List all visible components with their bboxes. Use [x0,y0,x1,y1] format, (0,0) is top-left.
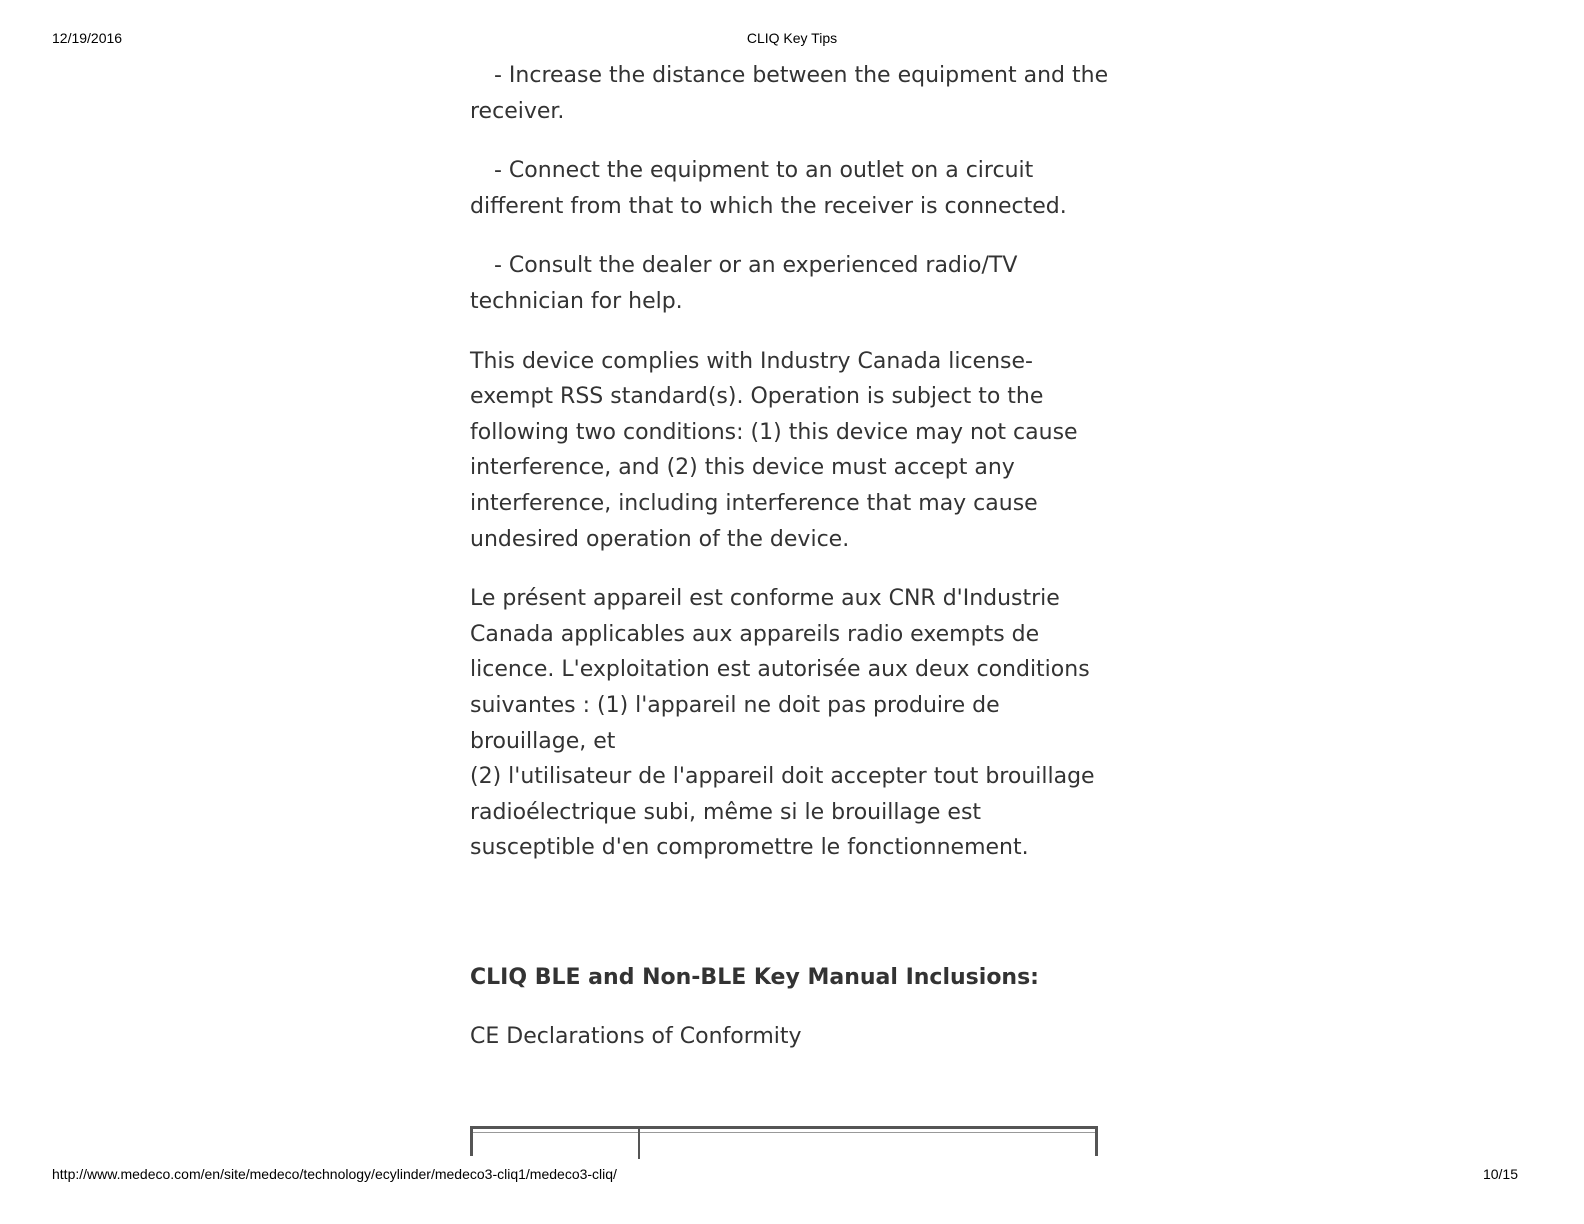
table-inner-line [473,1132,1095,1133]
ce-declarations-label: CE Declarations of Conformity [470,1024,802,1050]
bullet-increase-distance: - Increase the distance between the equipment and the receiver. [470,63,1109,124]
bullet-consult-dealer: - Consult the dealer or an experienced radio/TV technician for help. [470,253,1018,314]
table-top-edge [470,1126,1098,1156]
print-footer [0,1166,1584,1186]
page-url: http://www.medeco.com/en/site/medeco/technology/ecylinder/medeco3-cliq1/medeco3-cliq/ [52,1166,617,1182]
section-heading: CLIQ BLE and Non-BLE Key Manual Inclusions: [470,964,1039,990]
bullet-connect-outlet: - Connect the equipment to an outlet on a circuit different from that to which the receiver is connected. [470,158,1067,219]
section-spacer [470,890,1110,960]
table-column-divider [638,1129,640,1159]
page-number: 10/15 [1482,1166,1518,1182]
main-content [470,58,1110,1079]
print-date: 12/19/2016 [52,30,123,46]
industry-canada-statement-en: This device complies with Industry Canada license-exempt RSS standard(s). Operation is subject to the following two conditions: (1) this device may not cause interference, and (2) this device must accept any interference, including interference that may cause undesired operation of the device. [470,348,1078,552]
print-title: CLIQ Key Tips [746,30,838,46]
industry-canada-statement-fr: Le présent appareil est conforme aux CNR d'Industrie Canada applicables aux appareils radio exempts de licence. L'exploitation est autorisée aux deux conditions suivantes : (1) l'appareil ne doit pas produire de brouillage, et (2) l'utilisateur de l'appareil doit accepter tout brouillage radioélectrique subi, même si le brouillage est susceptible d'en compromettre le fonctionnement. [470,586,1095,861]
print-header [0,30,1584,50]
